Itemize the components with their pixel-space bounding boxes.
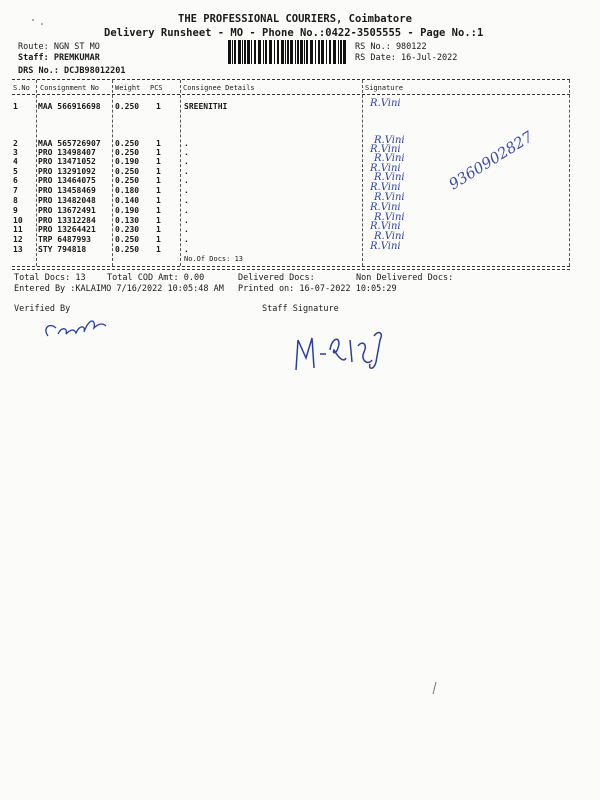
col-header-consignee: Consignee Details: [183, 84, 255, 92]
runsheet-subtitle: Delivery Runsheet - MO - Phone No.:0422-3505555 - Page No.:1: [104, 27, 484, 39]
consignment-cell: PRO 13498407: [38, 148, 96, 157]
barcode-bar: [265, 40, 267, 64]
pcs-cell: 1: [156, 176, 161, 185]
row-signature: R.Vini: [374, 172, 405, 183]
phone-note-text: 9360902827: [445, 127, 537, 194]
consignment-cell: PRO 13291092: [38, 167, 96, 176]
rs-number: RS No.: 980122: [355, 42, 427, 52]
barcode-bar: [251, 40, 252, 64]
handwritten-phone-note: [445, 127, 568, 200]
pcs-cell: 1: [156, 196, 161, 205]
consignee-cell: .: [184, 186, 189, 195]
pcs-cell: 1: [156, 148, 161, 157]
barcode-bar: [318, 40, 320, 64]
row-signature: R.Vini: [370, 182, 401, 193]
consignee-cell: .: [184, 225, 189, 234]
table-top-rule: [12, 79, 570, 80]
no-of-docs: No.Of Docs: 13: [184, 255, 244, 263]
weight-cell: 0.190: [115, 157, 140, 166]
sno-cell: 11: [13, 225, 23, 234]
consignment-cell: PRO 13672491: [38, 206, 96, 215]
barcode-bar: [254, 40, 256, 64]
barcode-bar: [281, 40, 284, 64]
sno-cell: 12: [13, 235, 23, 244]
consignee-cell: .: [184, 206, 189, 215]
drs-number: DRS No.: DCJB98012201: [18, 66, 126, 76]
consignee-cell: .: [184, 139, 189, 148]
row-signature: R.Vini: [370, 202, 401, 213]
weight-cell: 0.250: [115, 148, 140, 157]
pcs-cell: 1: [156, 235, 161, 244]
barcode-bar: [242, 40, 243, 64]
barcode-bar: [269, 40, 272, 64]
row-signature: R.Vini: [374, 192, 405, 203]
barcode-bar: [247, 40, 250, 64]
consignment-cell: PRO 13264421: [38, 225, 96, 234]
table-row: [0, 98, 600, 112]
barcode-bar: [232, 40, 233, 64]
sno-cell: 5: [13, 167, 18, 176]
weight-cell: 0.250: [115, 139, 140, 148]
stray-dots: [30, 16, 50, 28]
barcode-bar: [295, 40, 296, 64]
pcs-cell: 1: [156, 167, 161, 176]
col-header-pcs: PCS: [150, 84, 163, 92]
barcode-bar: [315, 40, 316, 64]
row-signature: R.Vini: [374, 212, 405, 223]
sno-cell: 10: [13, 216, 23, 225]
weight-cell: 0.250: [115, 167, 140, 176]
barcode-bar: [228, 40, 231, 64]
row-signature: R.Vini: [370, 144, 401, 155]
sno-cell: 8: [13, 196, 18, 205]
consignment-cell: PRO 13312284: [38, 216, 96, 225]
stray-mark: [430, 680, 440, 696]
pcs-cell: 1: [156, 157, 161, 166]
weight-cell: 0.250: [115, 235, 140, 244]
pcs-cell: 1: [156, 225, 161, 234]
barcode-bar: [343, 40, 346, 64]
barcode-bar: [304, 40, 305, 64]
sno-cell: 9: [13, 206, 18, 215]
row-signature: R.Vini: [370, 98, 401, 109]
header-bottom-rule: [12, 94, 570, 95]
sno-cell: 6: [13, 176, 18, 185]
sno-cell: 3: [13, 148, 18, 157]
consignee-cell: .: [184, 167, 189, 176]
weight-cell: 0.130: [115, 216, 140, 225]
barcode-bar: [234, 40, 236, 64]
pcs-cell: 1: [156, 186, 161, 195]
sno-cell: 13: [13, 245, 23, 254]
row-signature: R.Vini: [370, 163, 401, 174]
consignment-cell: PRO 13458469: [38, 186, 96, 195]
row-signature: R.Vini: [374, 153, 405, 164]
staff-signature-scribble: [288, 310, 398, 380]
table-row: [0, 202, 600, 216]
barcode-bar: [258, 40, 261, 64]
consignment-cell: MAA 565726907: [38, 139, 101, 148]
consignee-cell: .: [184, 235, 189, 244]
consignee-cell: .: [184, 148, 189, 157]
barcode-bar: [329, 40, 331, 64]
consignee-cell: SREENITHI: [184, 102, 228, 111]
weight-cell: 0.230: [115, 225, 140, 234]
pcs-cell: 1: [156, 206, 161, 215]
barcode-bar: [263, 40, 264, 64]
table-bottom-rule-2: [12, 269, 570, 270]
barcode-bar: [310, 40, 313, 64]
staff-label: Staff: PREMKUMAR: [18, 53, 100, 63]
barcode-bar: [244, 40, 246, 64]
barcode-bar: [287, 40, 289, 64]
entered-by: Entered By :KALAIMO 7/16/2022 10:05:48 AM: [14, 284, 224, 294]
weight-cell: 0.250: [115, 245, 140, 254]
printed-on: Printed on: 16-07-2022 10:05:29: [238, 284, 397, 294]
barcode-bar: [338, 40, 339, 64]
consignment-cell: MAA 566916698: [38, 102, 101, 111]
consignment-cell: PRO 13471052: [38, 157, 96, 166]
consignment-cell: PRO 13464075: [38, 176, 96, 185]
weight-cell: 0.180: [115, 186, 140, 195]
staff-signature-label: Staff Signature: [262, 304, 339, 314]
barcode-bar: [321, 40, 324, 64]
weight-cell: 0.190: [115, 206, 140, 215]
route-label: Route: NGN ST MO: [18, 42, 100, 52]
row-signature: R.Vini: [370, 241, 401, 252]
row-signature: R.Vini: [374, 135, 405, 146]
consignee-cell: .: [184, 196, 189, 205]
barcode-bar: [326, 40, 327, 64]
consignee-cell: .: [184, 176, 189, 185]
table-row: [0, 231, 600, 245]
barcode-bar: [285, 40, 286, 64]
total-cod: Total COD Amt: 0.00: [107, 273, 205, 283]
barcode-bar: [333, 40, 336, 64]
rs-date: RS Date: 16-Jul-2022: [355, 53, 458, 63]
sno-cell: 7: [13, 186, 18, 195]
verified-by-label: Verified By: [14, 304, 71, 314]
consignee-cell: .: [184, 216, 189, 225]
table-row: [0, 241, 600, 255]
table-bottom-rule: [12, 266, 570, 267]
col-header-weight: Weight: [115, 84, 141, 92]
delivered-docs: Delivered Docs:: [238, 273, 315, 283]
col-header-sno: S.No: [13, 84, 30, 92]
sno-cell: 4: [13, 157, 18, 166]
total-docs: Total Docs: 13: [14, 273, 86, 283]
barcode-bar: [274, 40, 275, 64]
pcs-cell: 1: [156, 102, 161, 111]
barcode-bar: [300, 40, 303, 64]
table-row: [0, 221, 600, 235]
barcode-bar: [238, 40, 241, 64]
weight-cell: 0.250: [115, 176, 140, 185]
barcode-bar: [306, 40, 308, 64]
sno-cell: 1: [13, 102, 18, 111]
col-header-signature: Signature: [365, 84, 403, 92]
consignee-cell: .: [184, 157, 189, 166]
consignment-cell: TRP 6487993: [38, 235, 91, 244]
consignee-cell: .: [184, 245, 189, 254]
barcode-bar: [340, 40, 342, 64]
barcode-bar: [277, 40, 279, 64]
row-signature: R.Vini: [374, 231, 405, 242]
consignment-cell: PRO 13482048: [38, 196, 96, 205]
barcode: [228, 40, 348, 64]
consignment-cell: STY 794818: [38, 245, 87, 254]
non-delivered-docs: Non Delivered Docs:: [356, 273, 454, 283]
company-title: THE PROFESSIONAL COURIERS, Coimbatore: [178, 13, 412, 25]
weight-cell: 0.250: [115, 102, 140, 111]
row-signature: R.Vini: [370, 221, 401, 232]
pcs-cell: 1: [156, 245, 161, 254]
weight-cell: 0.140: [115, 196, 140, 205]
pcs-cell: 1: [156, 139, 161, 148]
col-header-consignment: Consignment No: [40, 84, 100, 92]
barcode-bar: [290, 40, 293, 64]
sno-cell: 2: [13, 139, 18, 148]
pcs-cell: 1: [156, 216, 161, 225]
verified-signature-scribble: [40, 306, 120, 346]
barcode-bar: [297, 40, 299, 64]
